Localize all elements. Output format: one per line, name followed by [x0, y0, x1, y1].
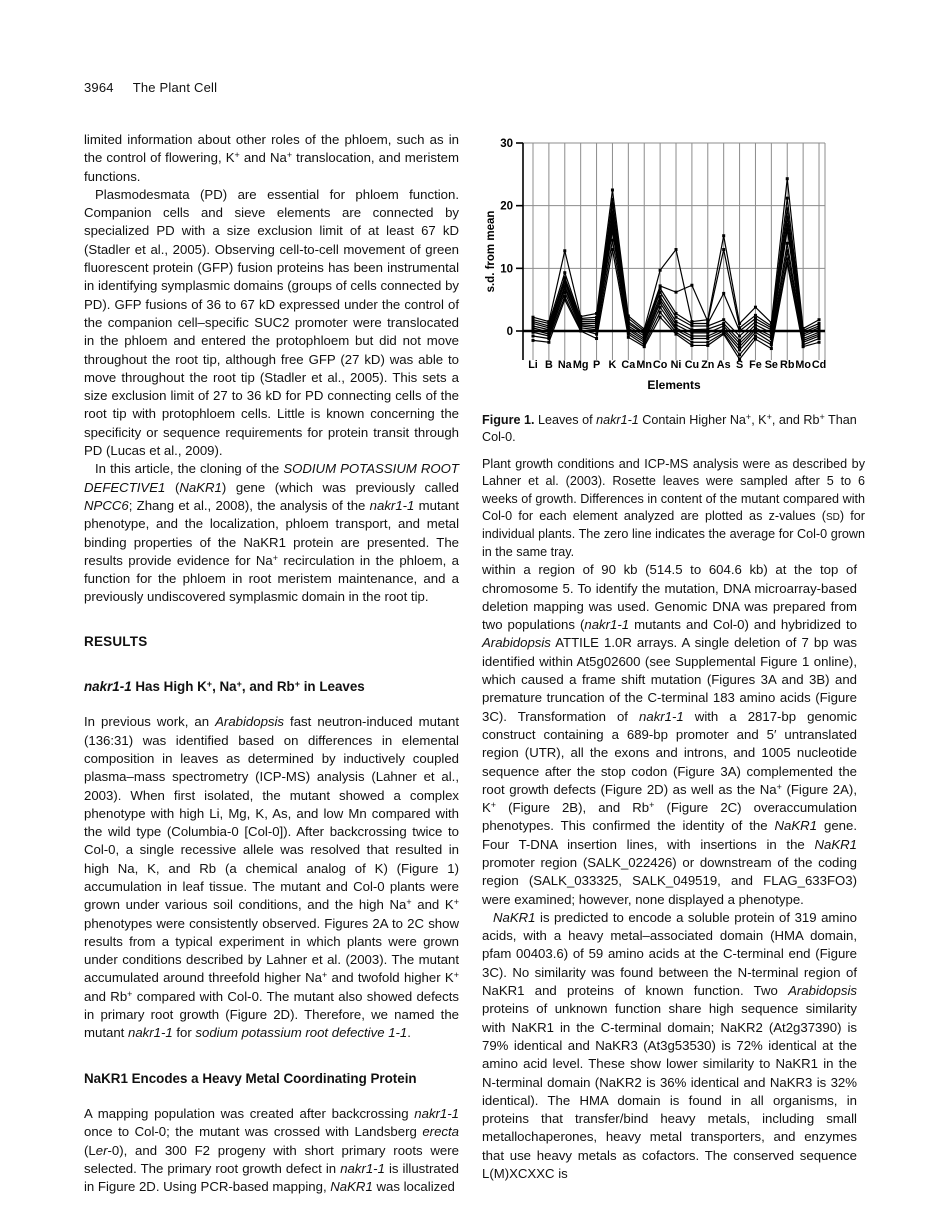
chart-y-axis — [500, 138, 523, 360]
data-point-marker — [786, 215, 789, 218]
data-point-marker — [722, 248, 725, 251]
data-point-marker — [532, 331, 535, 334]
data-point-marker — [563, 281, 566, 284]
data-point-marker — [659, 295, 662, 298]
data-point-marker — [563, 249, 566, 252]
y-tick-label: 20 — [500, 200, 513, 213]
data-point-marker — [643, 345, 646, 348]
x-tick-label: As — [716, 359, 731, 371]
data-point-marker — [611, 215, 614, 218]
data-point-marker — [595, 337, 598, 340]
data-point-marker — [611, 224, 614, 227]
x-tick-label: K — [608, 359, 617, 371]
data-point-marker — [706, 324, 709, 327]
data-point-marker — [738, 348, 741, 351]
data-point-marker — [659, 311, 662, 314]
data-point-marker — [786, 177, 789, 180]
data-point-marker — [690, 341, 693, 344]
data-point-marker — [706, 341, 709, 344]
data-point-marker — [706, 328, 709, 331]
x-tick-label: Li — [528, 359, 538, 371]
y-tick-label: 30 — [500, 138, 513, 150]
data-point-marker — [786, 249, 789, 252]
data-point-marker — [532, 339, 535, 342]
data-point-marker — [722, 318, 725, 321]
data-point-marker — [690, 337, 693, 340]
paragraph-nakr1-protein: NaKR1 is predicted to encode a soluble protein of 319 amino acids, with a heavy metal–associated domain (HMA domain, pfam 00403.6) of 59 amino acids at the C-terminal end (Figure 3C). No similarity was found between the N-terminal region of NaKR1 and proteins of known function. Two Arabidopsis proteins of unknown function share high sequence similarity with NaKR1 in the C-terminal domain; NaKR2 (At2g37390) is 79% identical and NaKR3 (At3g53530) is 72% identical at the amino acid level. These show lower similarity to NaKR1 in the N-terminal domain (NaKR2 is 36% identical and NaKR3 is 32% identical). The HMA domain is found in all organisms, in proteins that transfer/bind heavy metals, including small metallochaperones, heavy metal transporters, and enzymes that use heavy metals as cofactors. The conserved sequence L(M)XCXXC is — [482, 909, 857, 1182]
data-point-marker — [786, 207, 789, 210]
x-tick-label: Mg — [572, 359, 589, 371]
data-point-marker — [659, 291, 662, 294]
data-point-marker — [690, 324, 693, 327]
running-header — [84, 80, 217, 95]
data-point-marker — [659, 287, 662, 290]
data-point-marker — [706, 337, 709, 340]
data-point-marker — [738, 339, 741, 342]
data-point-marker — [690, 328, 693, 331]
data-point-marker — [818, 341, 821, 344]
data-point-marker — [786, 197, 789, 200]
data-point-marker — [563, 298, 566, 301]
data-point-marker — [754, 317, 757, 320]
x-tick-label: S — [735, 359, 744, 371]
x-tick-label: Cu — [684, 359, 700, 371]
data-point-marker — [659, 301, 662, 304]
y-tick-label: 0 — [506, 326, 513, 338]
figure-1-caption-body: Plant growth conditions and ICP-MS analysis were as described by Lahner et al. (2003). Rosette leaves were sampled after 5 to 6 weeks of growth. Differences in content of the mutant compared with Col-0 for each element analyzed are plotted as z-values (SD) for individual plants. The zero line indicates the average for Col-0 grown in the same tray. — [482, 456, 865, 559]
data-point-marker — [563, 287, 566, 290]
data-point-marker — [563, 271, 566, 274]
data-point-marker — [675, 316, 678, 319]
x-tick-label: Cd — [811, 359, 827, 371]
left-column — [84, 131, 459, 1196]
x-tick-label: Ni — [670, 359, 682, 371]
x-tick-label: P — [592, 359, 601, 371]
data-point-marker — [786, 223, 789, 226]
data-point-marker — [754, 335, 757, 338]
data-point-marker — [690, 284, 693, 287]
y-axis-label: s.d. from mean — [485, 210, 497, 293]
data-point-marker — [738, 342, 741, 345]
subheading-nakr1-high-k-na-rb: nakr1-1 Has High K+, Na+, and Rb+ in Leaves — [84, 679, 365, 695]
data-point-marker — [754, 306, 757, 309]
x-tick-label: Mo — [795, 359, 811, 371]
data-point-marker — [722, 333, 725, 336]
figure-1 — [482, 123, 865, 561]
data-point-marker — [675, 291, 678, 294]
data-point-marker — [786, 228, 789, 231]
data-point-marker — [738, 330, 741, 333]
data-point-marker — [706, 344, 709, 347]
page-number: 3964 — [84, 80, 114, 95]
paragraph-mapping-region: within a region of 90 kb (514.5 to 604.6 kb) at the top of chromosome 5. To identify the mutation, DNA microarray-based deletion mapping was used. Genomic DNA was prepared from two populations (nakr1-1 mutants and Col-0) and hybridized to Arabidopsis ATTILE 1.0R arrays. A single deletion of 7 bp was identified within At5g02600 (see Supplemental Figure 1 online), which caused a frame shift mutation (Figures 3A and 3B) and premature truncation of the C-terminal 183 amino acids (Figure 3C). Transformation of nakr1-1 with a 2817-bp genomic construct containing a 689-bp promoter and 5′ untranslated region (UTR), all the exons and introns, and 1005 nucleotide sequence after the stop codon (Figure 3A) complemented the root growth defects (Figure 2D) as well as the Na+ (Figure 2A), K+ (Figure 2B), and Rb+ (Figure 2C) overaccumulation phenotypes. This confirmed the identity of the NaKR1 gene. Four T-DNA insertion lines, with insertions in the NaKR1 promoter region (SALK_022426) or downstream of the coding region (SALK_033325, SALK_049519, and FLAG_633FO3) were examined; however, none displayed a phenotype. — [482, 562, 857, 907]
x-tick-label: Mn — [636, 359, 653, 371]
data-point-marker — [802, 345, 805, 348]
data-point-marker — [722, 324, 725, 327]
paragraph-mapping-population: A mapping population was created after backcrossing nakr1-1 once to Col-0; the mutant was crossed with Landsberg erecta (Ler-0), and 300 F2 progeny with short primary roots were selected. The primary root growth defect in nakr1-1 is illustrated in Figure 2D. Using PCR-based mapping, NaKR1 was localized — [84, 1105, 459, 1195]
data-point-marker — [722, 234, 725, 237]
data-point-marker — [706, 331, 709, 334]
results-heading: RESULTS — [84, 633, 148, 649]
data-point-marker — [722, 292, 725, 295]
data-point-marker — [754, 320, 757, 323]
x-tick-label: Rb — [780, 359, 795, 371]
data-point-marker — [611, 189, 614, 192]
data-point-marker — [754, 331, 757, 334]
figure-1-chart-svg — [482, 123, 865, 403]
data-point-marker — [532, 335, 535, 338]
x-tick-label: Fe — [749, 359, 762, 371]
x-tick-label: B — [544, 359, 553, 371]
data-point-marker — [659, 298, 662, 301]
data-point-marker — [754, 314, 757, 317]
x-axis-label: Elements — [647, 378, 701, 392]
data-point-marker — [563, 291, 566, 294]
journal-title: The Plant Cell — [132, 80, 218, 95]
subheading-nakr1-encodes-protein: NaKR1 Encodes a Heavy Metal Coordinating Protein — [84, 1070, 417, 1086]
data-point-marker — [690, 344, 693, 347]
data-point-marker — [611, 210, 614, 213]
x-tick-label: Co — [652, 359, 668, 371]
paragraph-previous-work: In previous work, an Arabidopsis fast neutron-induced mutant (136:31) was identified based on differences in elemental composition in leaves as determined by inductively coupled plasma–mass spectrometry (ICP-MS) analysis (Lahner et al., 2003). When first isolated, the mutant showed a complex phenotype with high Li, Mg, K, As, and low Mn compared with the wild type (Columbia-0 [Col-0]). After backcrossing twice to Col-0, a single recessive allele was resolved that resulted in high Na, K, and Rb (a chemical analog of K) (Figure 1) accumulation in leaf tissue. The mutant and Col-0 plants were grown under various soil conditions, and the high Na+ and K+ phenotypes were consistently observed. Figures 2A to 2C show results from a typical experiment in which plants were grown under conditions described by Lahner et al. (2003). The mutant accumulated around threefold higher Na+ and twofold higher K+ and Rb+ compared with Col-0. The mutant also showed defects in primary root growth (Figure 2D). Therefore, we named the mutant nakr1-1 for sodium potassium root defective 1-1. — [84, 714, 459, 1041]
data-point-marker — [611, 198, 614, 201]
paragraph-phloem-roles: limited information about other roles of the phloem, such as in the control of flowering, K+ and Na+ translocation, and meristem functions. — [84, 132, 459, 184]
data-point-marker — [627, 336, 630, 339]
data-point-marker — [818, 318, 821, 321]
data-point-marker — [690, 331, 693, 334]
figure-1-caption-title: Figure 1. Leaves of nakr1-1 Contain Higher Na+, K+, and Rb+ Than Col-0. — [482, 412, 857, 445]
data-point-marker — [786, 242, 789, 245]
data-point-marker — [611, 239, 614, 242]
right-column — [482, 123, 865, 1183]
data-point-marker — [786, 262, 789, 265]
data-point-marker — [738, 335, 741, 338]
data-point-marker — [611, 229, 614, 232]
x-tick-label: Zn — [701, 359, 715, 371]
data-point-marker — [659, 306, 662, 309]
data-point-marker — [611, 203, 614, 206]
x-tick-label: Ca — [621, 359, 636, 371]
data-point-marker — [611, 248, 614, 251]
data-point-marker — [738, 353, 741, 356]
data-point-marker — [547, 341, 550, 344]
data-point-marker — [675, 333, 678, 336]
data-point-marker — [786, 257, 789, 260]
data-point-marker — [818, 337, 821, 340]
data-point-marker — [563, 295, 566, 298]
data-point-marker — [754, 323, 757, 326]
x-tick-label: Na — [557, 359, 572, 371]
data-point-marker — [659, 269, 662, 272]
y-tick-label: 10 — [500, 263, 513, 276]
data-point-marker — [579, 330, 582, 333]
data-point-marker — [754, 338, 757, 341]
data-point-marker — [675, 248, 678, 251]
x-tick-label: Se — [764, 359, 778, 371]
paragraph-plasmodesmata: Plasmodesmata (PD) are essential for phloem function. Companion cells and sieve elements are connected by specialized PD with a size exclusion limit of at least 67 kD (Stadler et al., 2005). Observing cell-to-cell movement of green fluorescent protein (GFP) fusion proteins has been instrumental in identifying symplasmic domains (groups of cells connected by PD). GFP fusions of 36 to 67 kD expressed under the control of the companion cell–specific SUC2 promoter were translocated in the phloem and entered the protophloem but did not move throughout the root tip, although free GFP (27 kD) was able to move throughout the root tip (Stadler et al., 2005). This sets a size exclusion limit of 27 to 36 kD for PD connecting cells of the root tip with protophloem cells. Little is known concerning the specificity or sequence requirements for protein transit through PD (Lucas et al., 2009). — [84, 186, 459, 459]
data-point-marker — [770, 347, 773, 350]
data-point-marker — [611, 220, 614, 223]
data-point-marker — [659, 316, 662, 319]
paragraph-article-overview: In this article, the cloning of the SODIUM POTASSIUM ROOT DEFECTIVE1 (NaKR1) gene (which was previously called NPCC6; Zhang et al., 2008), the analysis of the nakr1-1 mutant phenotype, and the localization, phloem transport, and metal binding properties of the NaKR1 protein are presented. The results provide evidence for Na+ recirculation in the phloem, a function for the phloem in root meristem maintenance, and a previously undiscovered symplasmic domain in the root tip. — [84, 461, 459, 605]
